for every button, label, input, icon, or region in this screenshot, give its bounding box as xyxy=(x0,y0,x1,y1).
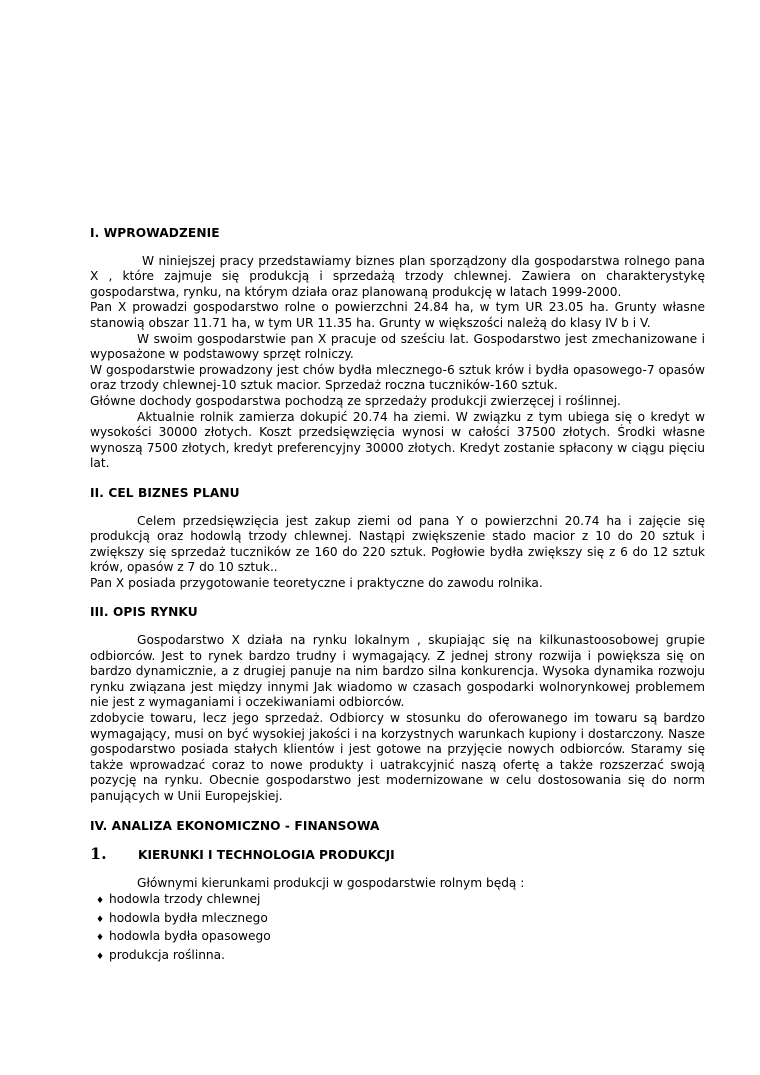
paragraph: W swoim gospodarstwie pan X pracuje od sześciu lat. Gospodarstwo jest zmechanizowane i wyposażone w podstawowy sprzęt rolniczy. xyxy=(90,331,705,362)
list-item-text: hodowla trzody chlewnej xyxy=(109,892,261,907)
diamond-bullet-icon: ♦ xyxy=(96,896,105,907)
paragraph: W niniejszej pracy przedstawiamy biznes plan sporządzony dla gospodarstwa rolnego pana X , które zajmuje się produkcją i sprzedażą trzody chlewnej. Zawiera on charakterystykę gospodarstwa, rynku, na którym działa oraz planowaną produkcję w latach 1999-2000. xyxy=(90,253,705,299)
list-item xyxy=(96,910,705,929)
diamond-bullet-icon: ♦ xyxy=(96,933,105,944)
paragraph: Główne dochody gospodarstwa pochodzą ze sprzedaży produkcji zwierzęcej i roślinnej. xyxy=(90,393,621,408)
subsection-number: 1. xyxy=(90,844,107,864)
paragraph: Gospodarstwo X działa na rynku lokalnym , skupiając się na kilkunastoosobowej grupie odbiorców. Jest to rynek bardzo trudny i wymagający. Z jednej strony rozwija i powiększa się on bardzo dynamicznie, a z drugiej panuje na nim bardzo silna konkurencja. Wysoka dynamika rozwoju rynku związana jest między innymi Jak wiadomo w czasach gospodarki wolnorynkowej problemem nie jest z wymaganiami i oczekiwaniami odbiorców. xyxy=(90,633,705,710)
paragraph: Pan X prowadzi gospodarstwo rolne o powierzchni 24.84 ha, w tym UR 23.05 ha. Grunty własne stanowią obszar 11.71 ha, w tym UR 11.35 ha. Grunty w większości należą do klasy IV b i V. xyxy=(90,300,705,330)
production-directions-list xyxy=(90,891,705,965)
document-page xyxy=(90,226,705,965)
paragraph: W gospodarstwie prowadzony jest chów bydła mlecznego-6 sztuk krów i bydła opasowego-7 opasów oraz trzody chlewnej-10 sztuk macior. Sprzedaż roczna tuczników-160 sztuk. xyxy=(90,362,705,393)
list-item xyxy=(96,928,705,947)
diamond-bullet-icon: ♦ xyxy=(96,914,105,925)
paragraph: zdobycie towaru, lecz jego sprzedaż. Odbiorcy w stosunku do oferowanego im towaru są bardzo wymagający, musi on być wysokiej jakości i na korzystnych warunkach kupiony i dostarczony. Nasze gospodarstwo posiada stałych klientów i jest gotowe na przyjęcie nowych odbiorców. Staramy się także wprowadzać coraz to nowe produkty i uatrakcyjnić naszą ofertę a także rozszerzać swoją pozycję na rynku. Obecnie gospodarstwo jest modernizowane w celu dostosowania się do norm panujących w Unii Europejskiej. xyxy=(90,711,705,803)
list-item-text: hodowla bydła mlecznego xyxy=(109,910,268,925)
section-heading: III. OPIS RYNKU xyxy=(90,605,198,620)
paragraph: Celem przedsięwzięcia jest zakup ziemi od pana Y o powierzchni 20.74 ha i zajęcie się produkcją oraz hodowlą trzody chlewnej. Nastąpi zwiększenie stado macior z 10 do 20 sztuk i zwiększy się sprzedaż tuczników ze 160 do 220 sztuk. Pogłowie bydła zwiększy się z 6 do 12 sztuk krów, opasów z 7 do 10 sztuk.. xyxy=(90,513,705,575)
list-item-text: hodowla bydła opasowego xyxy=(109,929,271,944)
list-item xyxy=(96,891,705,910)
paragraph: Pan X posiada przygotowanie teoretyczne i praktyczne do zawodu rolnika. xyxy=(90,575,543,590)
section-heading: I. WPROWADZENIE xyxy=(90,226,220,240)
section-economic-analysis xyxy=(90,819,705,966)
section-introduction xyxy=(90,226,705,472)
section-heading: II. CEL BIZNES PLANU xyxy=(90,485,240,500)
list-item-text: produkcja roślinna. xyxy=(109,947,225,962)
section-heading: IV. ANALIZA EKONOMICZNO - FINANSOWA xyxy=(90,818,380,833)
paragraph: Aktualnie rolnik zamierza dokupić 20.74 ha ziemi. W związku z tym ubiega się o kredyt w wysokości 30000 złotych. Koszt przedsięwzięcia wynosi w całości 37500 złotych. Środki własne wynoszą 7500 złotych, kredyt preferencyjny 30000 złotych. Kredyt zostanie spłacony w ciągu pięciu lat. xyxy=(90,409,705,471)
list-item xyxy=(96,947,705,966)
section-market-description xyxy=(90,605,705,804)
subsection-title: KIERUNKI I TECHNOLOGIA PRODUKCJI xyxy=(138,848,395,863)
section-business-plan-goal xyxy=(90,486,705,592)
diamond-bullet-icon: ♦ xyxy=(96,951,105,962)
subsection-heading xyxy=(90,846,705,864)
paragraph: Głównymi kierunkami produkcji w gospodarstwie rolnym będą : xyxy=(137,875,525,890)
